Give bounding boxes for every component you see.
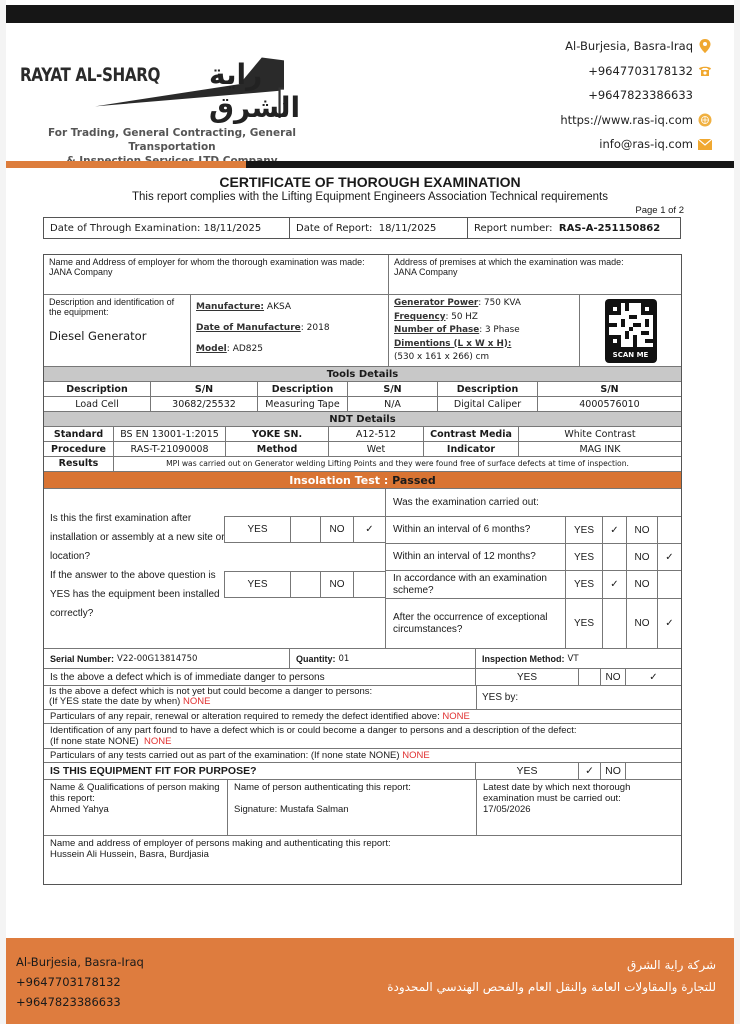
fit-yes-check[interactable]: ✓ [578, 763, 600, 779]
employer-cell: Name and Address of employer for whom the thorough examination was made: JANA Company [44, 255, 389, 294]
interval-6-months-row: Within an interval of 6 months? YES ✓ NO [386, 517, 681, 544]
interval-questions: Was the examination carried out: Within an interval of 6 months? YES ✓ NO Within an interval of 12 months? YES NO ✓ In accordance with an examination scheme? YES ✓ NO After the occurrence of exceptional circumstances? YES NO ✓ [386, 489, 681, 648]
contact-email[interactable]: info@ras-iq.com [560, 132, 712, 157]
contact-phone-2[interactable]: +9647823386633 [588, 88, 693, 103]
qr-code-icon [609, 303, 653, 347]
footer-arabic-name: شركة راية الشرق للتجارة والمقاولات العامة والنقل العام والفحص الهندسي المحدودة [387, 958, 716, 994]
exceptional-circumstances-row: After the occurrence of exceptional circumstances? YES NO ✓ [386, 599, 681, 648]
tools-details-header: Tools Details [44, 367, 681, 382]
company-logo [14, 28, 334, 156]
installed-correctly-yes-check[interactable] [291, 572, 321, 597]
report-maker: Name & Qualifications of person making this report: Ahmed Yahya [44, 780, 228, 835]
defective-part-row: Identification of any part found to have a defect which is or could become a danger to persons and a description of the defect: (If none state NONE) NONE [44, 724, 681, 749]
envelope-icon [698, 137, 712, 151]
repair-row: Particulars of any repair, renewal or alteration required to remedy the defect identified above: NONE [44, 710, 681, 724]
globe-icon [698, 113, 712, 127]
installed-correctly-no-check[interactable] [354, 572, 385, 597]
inspection-method: Inspection Method: VT [482, 653, 579, 664]
qr-code[interactable]: SCAN ME [605, 299, 657, 363]
company-name-ar: راية الشرق [209, 58, 301, 124]
fit-for-purpose-row: IS THIS EQUIPMENT FIT FOR PURPOSE? YES ✓ NO [44, 763, 681, 780]
tests-row: Particulars of any tests carried out as part of the examination: (If none state NONE) NONE [44, 749, 681, 763]
signatures-row [44, 780, 681, 836]
insulation-status: Passed [392, 474, 436, 487]
header-contact-block [560, 34, 712, 157]
exam-date: Date of Through Examination: 18/11/2025 [44, 218, 290, 238]
contact-address: Al-Burjesia, Basra-Iraq [560, 34, 712, 59]
document-title: CERTIFICATE OF THOROUGH EXAMINATION [219, 174, 521, 190]
header-divider-bar [6, 161, 734, 168]
immediate-danger-row: Is the above a defect which is of immediate danger to persons YES NO ✓ [44, 669, 681, 686]
footer-contact: Al-Burjesia, Basra-Iraq +9647703178132 +9647823386633 [16, 955, 144, 1009]
footer [6, 938, 734, 1024]
qr-cell [580, 295, 681, 366]
first-exam-yes-no: YES NO ✓ [224, 516, 386, 543]
ndt-details-header: NDT Details [44, 412, 681, 427]
equipment-row [44, 295, 681, 367]
serial-row [44, 649, 681, 669]
next-exam-date: Latest date by which next thorough examination must be carried out: 17/05/2026 [483, 782, 631, 815]
examination-form [43, 254, 682, 885]
installed-correctly-yes-no: YES NO [224, 571, 386, 598]
employer-of-persons: Name and address of employer of persons making and authenticating this report: Hussein Ali Hussein, Basra, Burdjasia [50, 838, 391, 860]
exam-scheme-row: In accordance with an examination scheme? YES ✓ NO [386, 571, 681, 599]
fit-no-check[interactable] [625, 763, 681, 779]
page-number: Page 1 of 2 [635, 205, 684, 216]
contact-phone-1[interactable]: +9647703178132 [560, 59, 712, 84]
first-exam-yes-check[interactable] [291, 517, 321, 542]
equipment-description: Description and identification of the equipment: Diesel Generator [44, 295, 191, 366]
phone-icon [698, 64, 712, 78]
certificate-page [6, 0, 734, 1024]
equipment-manufacture: Manufacture: AKSA Date of Manufacture: 2018 Model: AD825 [191, 295, 389, 366]
examination-questions [44, 489, 681, 649]
equipment-specs: Generator Power: 750 KVA Frequency: 50 HZ Number of Phase: 3 Phase Dimentions (L x W x H): (530 x 161 x 266) cm [389, 295, 580, 366]
serial-number: Serial Number: V22-00G13814750 [44, 649, 290, 668]
tools-table: Description S/N Description S/N Description S/N Load Cell 30682/25532 Measuring Tape N/A Digital Caliper 4000576010 [44, 382, 681, 412]
premises-cell: Address of premises at which the examination was made: JANA Company [394, 257, 624, 277]
location-pin-icon [698, 39, 712, 53]
document-subtitle: This report complies with the Lifting Equipment Engineers Association Technical requirements [131, 191, 608, 203]
quantity: Quantity: 01 [290, 649, 476, 668]
report-dates-box [43, 217, 681, 239]
employer-row [44, 255, 681, 295]
report-number: Report number: RAS-A-251150862 [474, 222, 661, 234]
future-danger-row: Is the above a defect which is not yet but could become a danger to persons: (If YES state the date by when) NONE YES by: [44, 686, 681, 710]
ndt-table: Standard BS EN 13001-1:2015 YOKE SN. A12-512 Contrast Media White Contrast Procedure RAS-T-21090008 Method Wet Indicator MAG INK [44, 427, 681, 457]
insulation-test-bar: Insolation Test : Passed [44, 471, 681, 489]
interval-12-months-row: Within an interval of 12 months? YES NO ✓ [386, 544, 681, 571]
contact-website[interactable]: https://www.ras-iq.com [560, 108, 712, 133]
company-name-en: RAYAT AL-SHARQ [20, 64, 161, 86]
first-exam-no-check[interactable]: ✓ [365, 524, 374, 535]
top-black-bar [6, 5, 734, 23]
company-tagline: For Trading, General Contracting, General Transportation [47, 127, 297, 153]
report-authenticator: Name of person authenticating this report: Signature: Mustafa Salman [228, 780, 477, 835]
report-date: Date of Report: 18/11/2025 [290, 218, 468, 238]
installation-questions: Is this the first examination after installation or assembly at a new site or location? YES NO ✓ If the answer to the above question is YES has the equipment been installed correctly? YES NO [44, 489, 386, 648]
ndt-results-row: Results MPI was carried out on Generator welding Lifting Points and they were found free of surface defects at time of inspection. [44, 457, 681, 471]
